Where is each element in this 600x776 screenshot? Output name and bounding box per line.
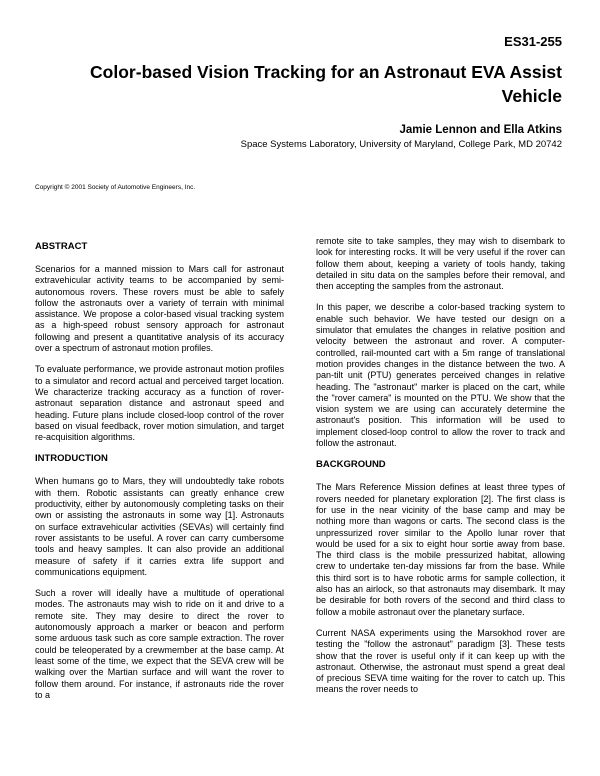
affiliation: Space Systems Laboratory, University of Maryland, College Park, MD 20742 [240, 139, 562, 150]
copyright-notice: Copyright © 2001 Society of Automotive Engineers, Inc. [35, 184, 196, 191]
left-column [35, 236, 284, 711]
background-paragraph-2: Current NASA experiments using the Marsokhod rover are testing the "follow the astronaut" paradigm [3]. These tests show that the rover is useful only if it can keep up with the astronaut. Otherwise, the astronaut must spend a great deal of precious SEVA time waiting for the rover to catch up. This means the rover needs to [316, 627, 565, 695]
abstract-heading: ABSTRACT [35, 241, 88, 252]
paper-id: ES31-255 [504, 34, 562, 49]
paper-title: Color-based Vision Tracking for an Astronaut EVA Assist Vehicle [90, 62, 562, 106]
abstract-paragraph-1: Scenarios for a manned mission to Mars call for astronaut extravehicular activity teams to be accompanied by semi-autonomous rovers. These rovers must be able to safely follow the astronauts over a variety of terrain with minimal assistance. We propose a color-based visual tracking system as a high-speed robust sensory approach for astronaut following and present a quantitative analysis of its accuracy over a spectrum of astronaut motion profiles. [35, 264, 284, 354]
abstract-paragraph-2: To evaluate performance, we provide astronaut motion profiles to a simulator and record actual and perceived target location. We characterize tracking accuracy as a function of rover-astronaut separation distance and astronaut speed and heading. Future plans include closed-loop control of the rover based on visual feedback, rover motion simulation, and target re-acquisition algorithms. [35, 364, 284, 443]
background-heading: BACKGROUND [316, 459, 386, 471]
background-paragraph-1: The Mars Reference Mission defines at least three types of rovers needed for planetary exploration [2]. The first class is for use in the near vicinity of the base camp and may be nothing more than wagons or carts. The second class is the unpressurized rover similar to the Apollo lunar rover that would be used for a six to eight hour sortie away from base. The third class is the mobile pressurized habitat, allowing crew to undertake ten-day missions far from the base. While this third sort is to have robotic arms for sample collection, it also has an airlock, so that astronauts may disembark. It may be desirable for both rovers of the second and third class to follow a mobile astronaut over the planetary surface. [316, 482, 565, 617]
introduction-paragraph-2: Such a rover will ideally have a multitude of operational modes. The astronauts may wish to ride on it and drive to a remote site. They may desire to direct the rover to autonomously approach a marker or beacon and perform some arduous task such as core sample extraction. The rover could be teleoperated by a crewmember at the base camp. At least some of the time, we expect that the SEVA crew will be walking over the Martian surface and will want the rover to follow them around. For instance, if astronauts ride the rover to a [35, 588, 284, 700]
right-column [316, 236, 565, 706]
authors: Jamie Lennon and Ella Atkins [399, 124, 562, 136]
introduction-paragraph-3: remote site to take samples, they may wish to disembark to look for interesting rocks. It will be very useful if the rover can follow them about, keeping a variety of tools handy, taking detailed in situ data on the samples before their removal, and then accepting the samples from the astronaut. [316, 236, 565, 292]
introduction-heading: INTRODUCTION [35, 453, 108, 465]
introduction-paragraph-4: In this paper, we describe a color-based tracking system to enable such behavior. We have tested our design on a simulator that emulates the changes in relative position and velocity between the astronaut and rover. A computer-controlled, rail-mounted cart with a 5m range of translational motion provides changes in the distance between the two. A pan-tilt unit (PTU) generates perceived changes in relative heading. The "astronaut" marker is placed on the cart, while the "rover camera" is mounted on the PTU. We show that the vision system we are using can accurately determine the astronaut's position. This information will be used to implement closed-loop control to allow the rover to track and follow the astronaut. [316, 302, 565, 449]
introduction-paragraph-1: When humans go to Mars, they will undoubtedly take robots with them. Robotic assistants can greatly enhance crew productivity, either by autonomously completing tasks on their own or assisting the astronauts in some way [1]. Astronauts on surface extravehicular activities (SEVAs) will certainly find rover assistants to be useful. A rover can carry cumbersome tools and heavy samples. It can also provide an additional measure of safety if it carries extra life support and communications equipment. [35, 476, 284, 577]
